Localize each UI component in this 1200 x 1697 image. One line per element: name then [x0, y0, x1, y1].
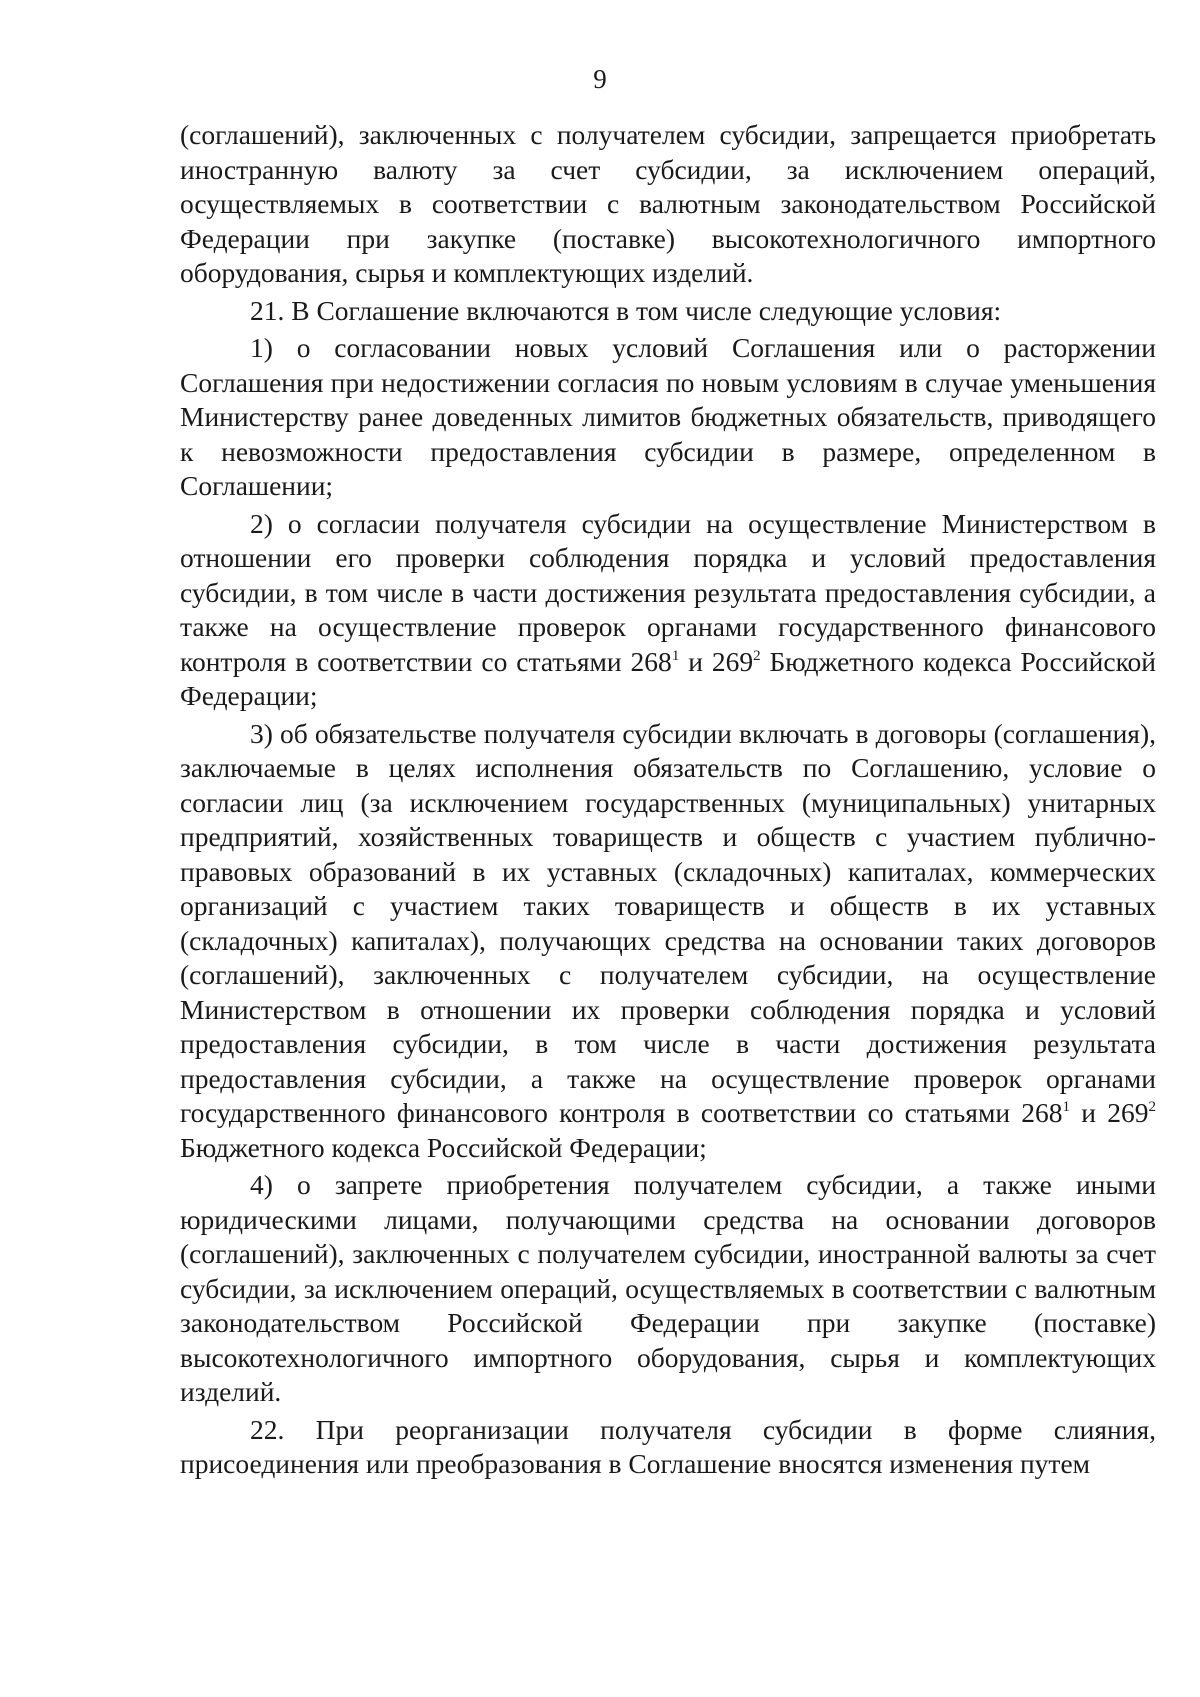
paragraph-21: 21. В Соглашение включаются в том числе следующие условия:: [250, 294, 1002, 326]
paragraph-21-item-4: 4) о запрете приобретения получателем субсидии, а также иными юридическими лицами, получающими средства на основании договоров (соглашений), заключенных с получателем субсидии, иностранной валюты за счет субсидии, за исключением операций, осуществляемых в соответствии с валютным законодательством Российской Федерации при закупке (поставке) высокотехнологичного импортного оборудования, сырья и комплектующих изделий.: [180, 1169, 1156, 1407]
superscript-1: 1: [1062, 1099, 1071, 1115]
paragraph-21-item-3: [180, 717, 1156, 1166]
paragraph-22: 22. При реорганизации получателя субсидии в форме слияния, присоединения или преобразования в Соглашение вносятся изменения путем: [180, 1413, 1156, 1479]
superscript-2: 2: [753, 647, 761, 664]
document-body: [180, 118, 1156, 1485]
paragraph-21-item-1: 1) о согласовании новых условий Соглашения или о расторжении Соглашения при недостижении согласия по новым условиям в случае уменьшения Министерству ранее доведенных лимитов бюджетных обязательств, приводящего к невозможности предоставления субсидии в размере, определенном в Соглашении;: [180, 332, 1156, 501]
paragraph-21-item-2: [180, 507, 1156, 714]
item-3-text-end: Бюджетного кодекса Российской Федерации;: [180, 1131, 707, 1163]
page-number: 9: [593, 64, 607, 94]
superscript-2: 2: [1148, 1099, 1156, 1115]
item-2-text: 2) о согласии получателя субсидии на осуществление Министерством в отношении его проверки соблюдения порядка и условий предоставления субсидии, в том числе в части достижения результата предоставления субсидии, а также на осуществление проверок органами государственного финансового контроля в соответствии со статьями 268: [180, 507, 1156, 677]
item-2-text-mid: и 269: [679, 645, 754, 677]
superscript-1: 1: [671, 647, 680, 664]
item-2-text-end: Бюджетного кодекса Российской Федерации;: [180, 645, 1157, 711]
item-3-text-mid: и 269: [1070, 1097, 1149, 1128]
paragraph-continuation: (соглашений), заключенных с получателем субсидии, запрещается приобретать иностранную валюту за счет субсидии, за исключением операций, осуществляемых в соответствии с валютным законодательством Российской Федерации при закупке (поставке) высокотехнологичного импортного оборудования, сырья и комплектующих изделий.: [180, 119, 1156, 288]
item-3-text: 3) об обязательстве получателя субсидии включать в договоры (соглашения), заключаемые в целях исполнения обязательств по Соглашению, условие о согласии лиц (за исключением государственных (муниципальных) унитарных предприятий, хозяйственных товариществ и обществ с участием публично-правовых образований в их уставных (складочных) капиталах, коммерческих организаций с участием таких товариществ и обществ в их уставных (складочных) капиталах), получающих средства на основании таких договоров (соглашений), заключенных с получателем субсидии, на осуществление Министерством в отношении их проверки соблюдения порядка и условий предоставления субсидии, в том числе в части достижения результата предоставления субсидии, а также на осуществление проверок органами государственного финансового контроля в соответствии со статьями 268: [180, 717, 1156, 1128]
